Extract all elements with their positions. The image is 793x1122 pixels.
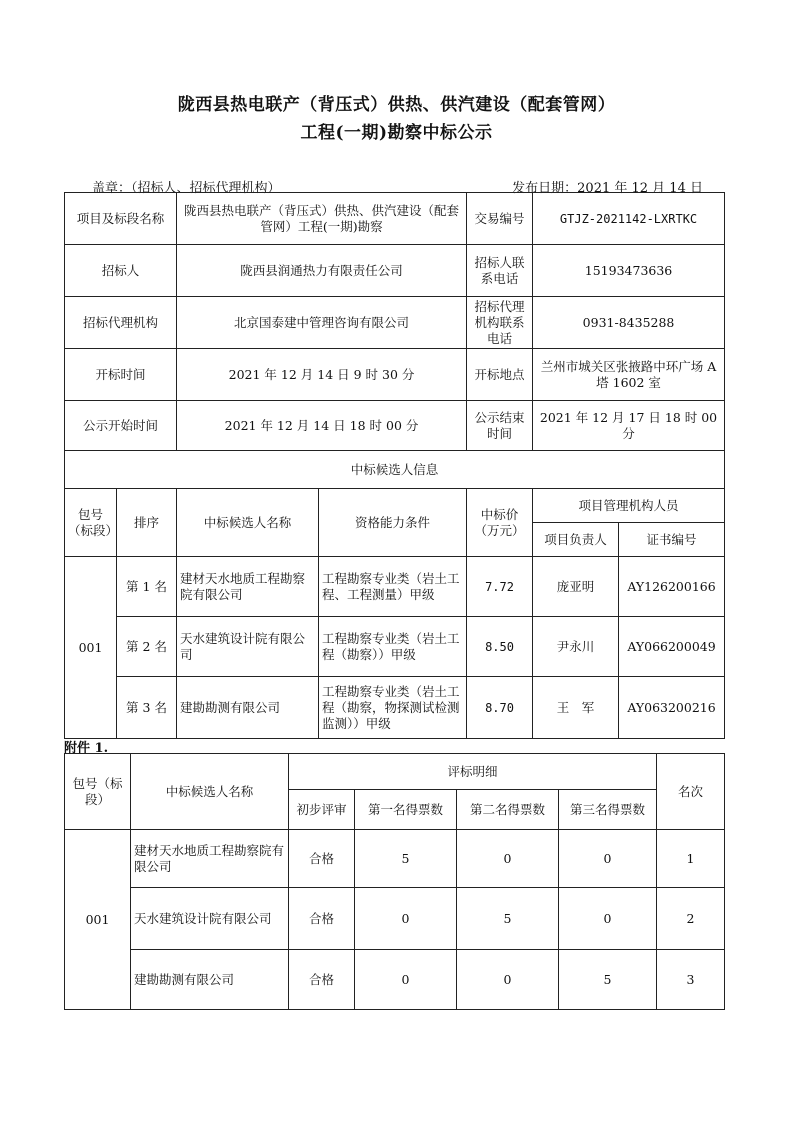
table-row: [65, 297, 725, 349]
appendix-second-votes: 5: [457, 888, 559, 950]
agency-label: 招标代理机构: [65, 297, 177, 349]
appendix-header-first-votes: 第一名得票数: [355, 790, 457, 830]
appendix-header-prelim: 初步评审: [289, 790, 355, 830]
appendix-first-votes: 5: [355, 830, 457, 888]
table-row: [65, 245, 725, 297]
notice-start-label: 公示开始时间: [65, 401, 177, 451]
appendix-third-votes: 0: [559, 830, 657, 888]
page-title-line2: 工程(一期)勘察中标公示: [300, 123, 493, 143]
appendix-prelim: 合格: [289, 888, 355, 950]
appendix-third-votes: 5: [559, 950, 657, 1010]
table-row: [65, 677, 725, 739]
candidate-rank: 第 3 名: [117, 677, 177, 739]
candidate-name: 建材天水地质工程勘察院有限公司: [177, 557, 319, 617]
table-row: [65, 193, 725, 245]
open-place-label: 开标地点: [467, 349, 533, 401]
candidate-rank: 第 1 名: [117, 557, 177, 617]
candidate-pm: 庞亚明: [533, 557, 619, 617]
open-place-value: 兰州市城关区张掖路中环广场 A 塔 1602 室: [533, 349, 725, 401]
appendix-rank: 2: [657, 888, 725, 950]
agency-phone-label: 招标代理机构联系电话: [467, 297, 533, 349]
candidate-name: 天水建筑设计院有限公司: [177, 617, 319, 677]
candidate-qualification: 工程勘察专业类（岩土工程（勘察））甲级: [319, 617, 467, 677]
header-qualification: 资格能力条件: [319, 489, 467, 557]
tenderer-value: 陇西县润通热力有限责任公司: [177, 245, 467, 297]
candidate-name: 建勘勘测有限公司: [177, 677, 319, 739]
tenderer-phone-label: 招标人联系电话: [467, 245, 533, 297]
seal-label: 盖章：（招标人、招标代理机构）: [92, 181, 281, 196]
candidate-price: 7.72: [467, 557, 533, 617]
candidate-cert: AY066200049: [619, 617, 725, 677]
appendix-prelim: 合格: [289, 950, 355, 1010]
open-time-value: 2021 年 12 月 14 日 9 时 30 分: [177, 349, 467, 401]
publish-date: 发布日期：2021 年 12 月 14 日: [512, 181, 703, 196]
appendix-second-votes: 0: [457, 830, 559, 888]
appendix-package-number: 001: [65, 830, 131, 1010]
candidate-pm: 王 军: [533, 677, 619, 739]
appendix-candidate-name: 建材天水地质工程勘察院有限公司: [131, 830, 289, 888]
appendix-candidate-name: 天水建筑设计院有限公司: [131, 888, 289, 950]
candidate-pm: 尹永川: [533, 617, 619, 677]
appendix-header-package: 包号（标段）: [65, 754, 131, 830]
tenderer-phone-value: 15193473636: [533, 245, 725, 297]
tender-info-table: [64, 192, 725, 739]
appendix-first-votes: 0: [355, 950, 457, 1010]
table-row: [65, 950, 725, 1010]
appendix-third-votes: 0: [559, 888, 657, 950]
table-row: [65, 557, 725, 617]
agency-phone-value: 0931-8435288: [533, 297, 725, 349]
appendix-rank: 3: [657, 950, 725, 1010]
trade-no-value: GTJZ-2021142-LXRTKC: [533, 193, 725, 245]
appendix-prelim: 合格: [289, 830, 355, 888]
table-row: [65, 451, 725, 489]
agency-value: 北京国泰建中管理咨询有限公司: [177, 297, 467, 349]
appendix-header-rank: 名次: [657, 754, 725, 830]
table-row: [65, 489, 725, 523]
header-price: 中标价（万元）: [467, 489, 533, 557]
project-value: 陇西县热电联产（背压式）供热、供汽建设（配套管网）工程(一期)勘察: [177, 193, 467, 245]
header-pm-person: 项目负责人: [533, 523, 619, 557]
appendix-candidate-name: 建勘勘测有限公司: [131, 950, 289, 1010]
table-row: [65, 617, 725, 677]
candidate-price: 8.50: [467, 617, 533, 677]
appendix-second-votes: 0: [457, 950, 559, 1010]
appendix-header-name: 中标候选人名称: [131, 754, 289, 830]
header-pm-group: 项目管理机构人员: [533, 489, 725, 523]
tenderer-label: 招标人: [65, 245, 177, 297]
candidate-cert: AY063200216: [619, 677, 725, 739]
header-candidate-name: 中标候选人名称: [177, 489, 319, 557]
open-time-label: 开标时间: [65, 349, 177, 401]
appendix-header-third-votes: 第三名得票数: [559, 790, 657, 830]
header-rank: 排序: [117, 489, 177, 557]
table-row: [65, 401, 725, 451]
header-cert-no: 证书编号: [619, 523, 725, 557]
package-number: 001: [65, 557, 117, 739]
notice-end-value: 2021 年 12 月 17 日 18 时 00 分: [533, 401, 725, 451]
appendix-header-detail: 评标明细: [289, 754, 657, 790]
evaluation-detail-table: [64, 753, 725, 1010]
candidates-section-title: 中标候选人信息: [65, 451, 725, 489]
table-row: [65, 888, 725, 950]
trade-no-label: 交易编号: [467, 193, 533, 245]
project-label: 项目及标段名称: [65, 193, 177, 245]
candidate-cert: AY126200166: [619, 557, 725, 617]
notice-start-value: 2021 年 12 月 14 日 18 时 00 分: [177, 401, 467, 451]
notice-end-label: 公示结束时间: [467, 401, 533, 451]
page-title-line1: 陇西县热电联产（背压式）供热、供汽建设（配套管网）: [177, 95, 616, 115]
appendix-header-second-votes: 第二名得票数: [457, 790, 559, 830]
table-row: [65, 349, 725, 401]
candidate-qualification: 工程勘察专业类（岩土工程、工程测量）甲级: [319, 557, 467, 617]
appendix-label: 附件 1.: [64, 741, 109, 756]
table-row: [65, 754, 725, 790]
candidate-rank: 第 2 名: [117, 617, 177, 677]
header-package: 包号（标段）: [65, 489, 117, 557]
candidate-price: 8.70: [467, 677, 533, 739]
table-row: [65, 830, 725, 888]
appendix-first-votes: 0: [355, 888, 457, 950]
candidate-qualification: 工程勘察专业类（岩土工程（勘察，物探测试检测监测））甲级: [319, 677, 467, 739]
appendix-rank: 1: [657, 830, 725, 888]
